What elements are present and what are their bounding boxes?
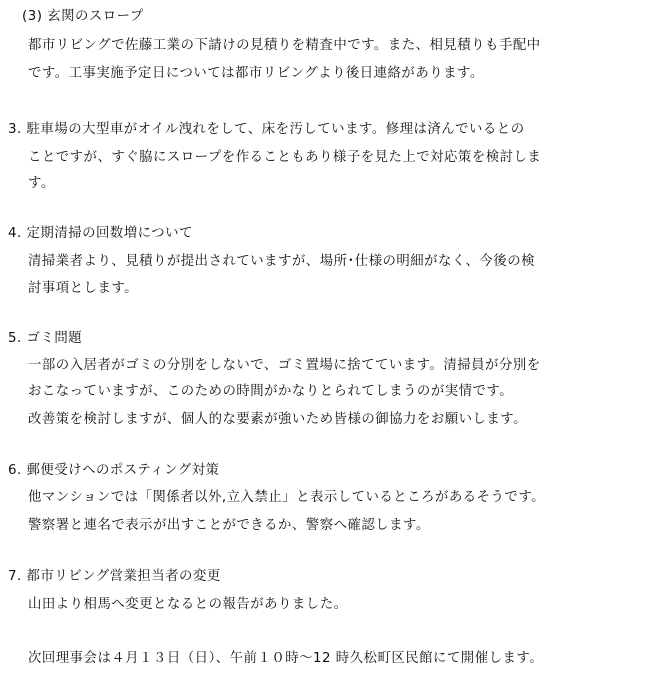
section-text-line: 都市リビングで佐藤工業の下請けの見積りを精査中です。また、相見積りも手配中 [28, 38, 541, 53]
section-heading-cleaning: 4. 定期清掃の回数増について [8, 226, 193, 241]
section-text-line: 他マンションでは「関係者以外,立入禁止」と表示しているところがあるそうです。 [28, 490, 546, 505]
section-heading-mailbox: 6. 郵便受けへのポスティング対策 [8, 463, 220, 478]
section-text-line: 山田より相馬へ変更となるとの報告がありました。 [28, 597, 348, 612]
closing-notice: 次回理事会は４月１３日（日）、午前１０時～12 時久松町区民館にて開催します。 [28, 651, 544, 666]
section-heading-entrance-slope: (3) 玄関のスロープ [22, 9, 144, 24]
section-text-line: おこなっていますが、このための時間がかなりとられてしまうのが実情です。 [28, 384, 514, 399]
section-text-line: 警察署と連名で表示が出すことができるか、警察へ確認します。 [28, 518, 430, 533]
section-text-line: 討事項とします。 [28, 281, 139, 296]
section-text-line: す。 [28, 176, 55, 191]
section-text-line: です。工事実施予定日については都市リビングより後日連絡があります。 [28, 66, 484, 81]
section-heading-sales-rep: 7. 都市リビング営業担当者の変更 [8, 569, 221, 584]
section-text-line: 清掃業者より、見積りが提出されていますが、場所･仕様の明細がなく、今後の検 [28, 254, 535, 269]
section-text-line: ことですが、すぐ脇にスロープを作ることもあり様子を見た上で対応策を検討しま [28, 150, 542, 165]
section-heading-parking: 3. 駐車場の大型車がオイル洩れをして、床を汚しています。修理は済んでいるとの [8, 122, 525, 137]
section-heading-garbage: 5. ゴミ問題 [8, 331, 83, 346]
section-text-line: 一部の入居者がゴミの分別をしないで、ゴミ置場に捨てています。清掃員が分別を [28, 358, 541, 373]
section-text-line: 改善策を検討しますが、個人的な要素が強いため皆様の御協力をお願いします。 [28, 412, 527, 427]
